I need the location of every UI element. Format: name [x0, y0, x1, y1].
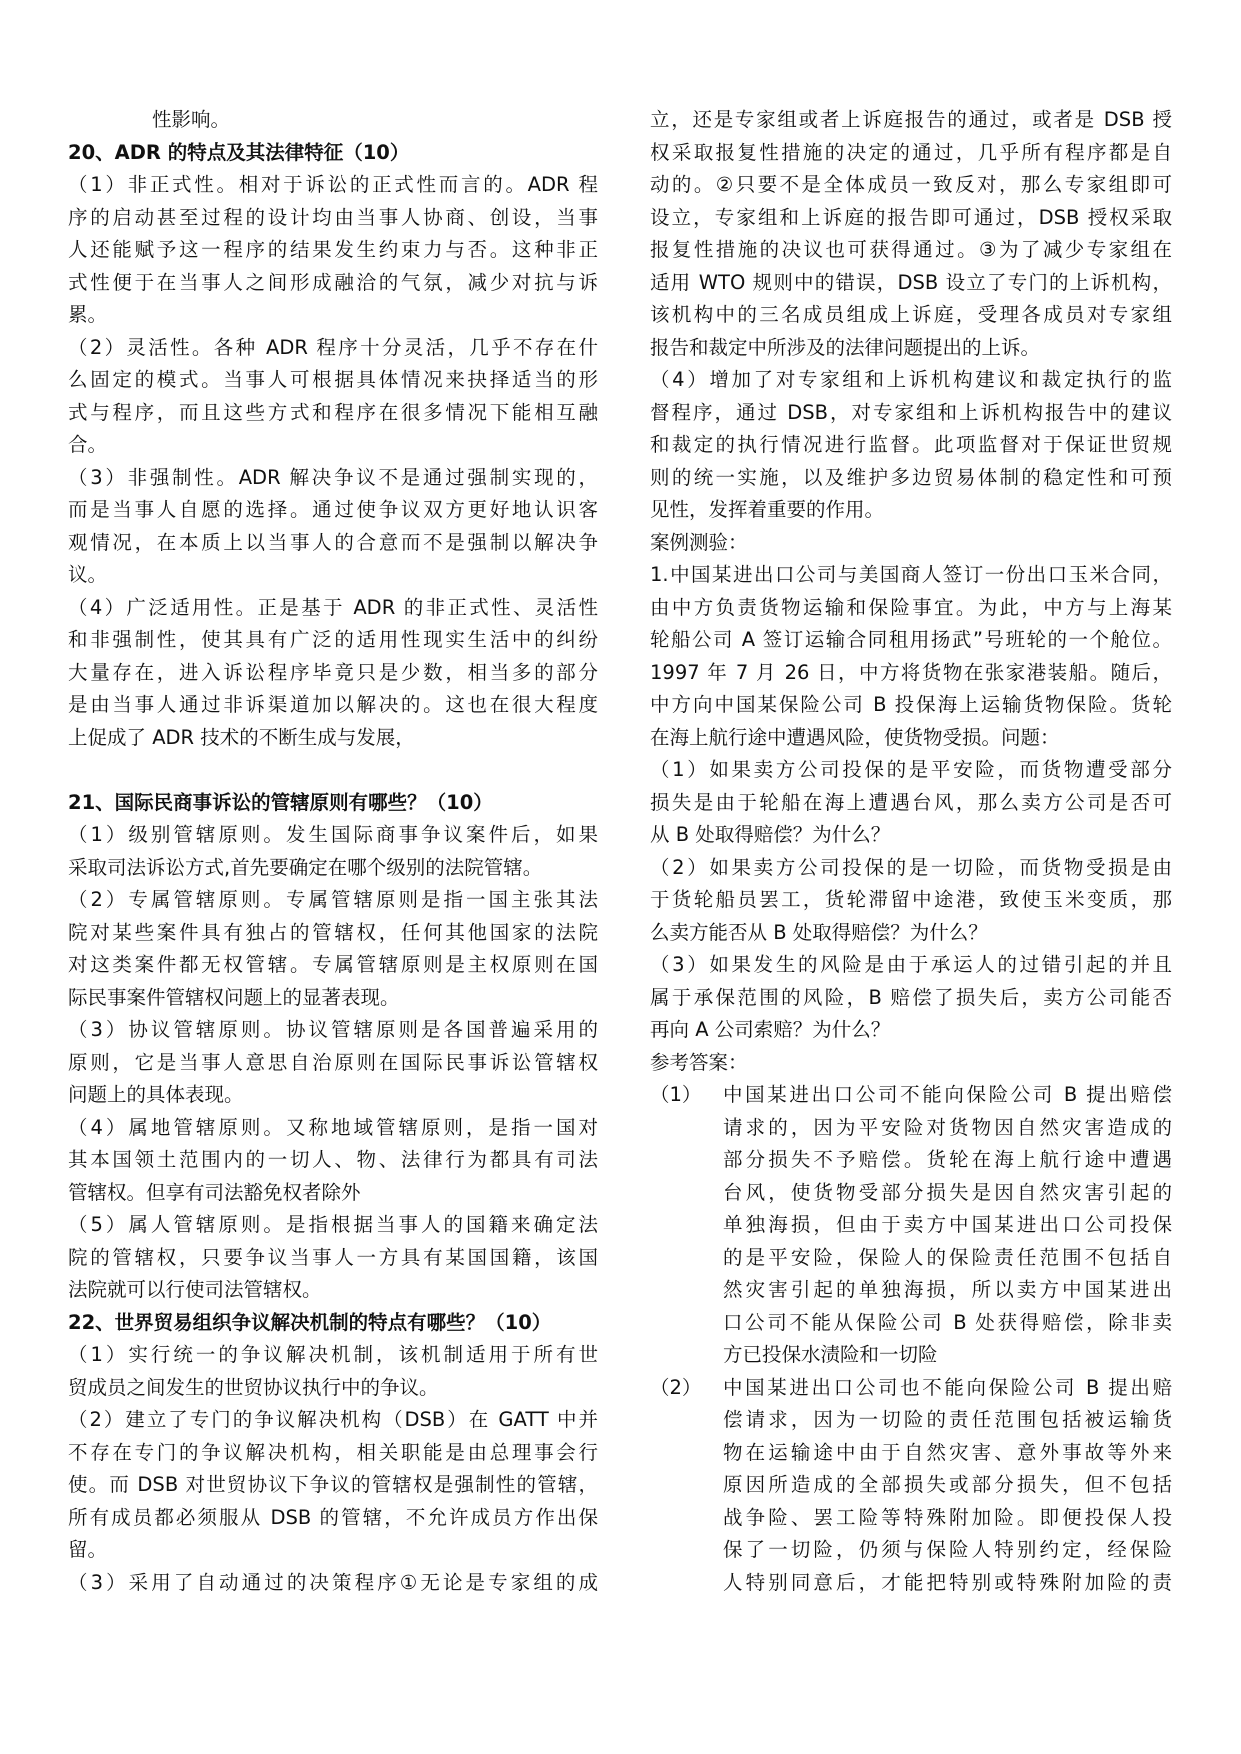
answer-number: （2）	[650, 1375, 702, 1399]
q21-paragraph-line: 际民事案件管辖权问题上的显著表现。	[68, 985, 400, 1009]
right-column	[650, 104, 1172, 1599]
answer-line: 偿请求，因为一切险的责任范围包括被运输货	[723, 1408, 1172, 1431]
q22-paragraph-line: 则的统一实施，以及维护多边贸易体制的稳定性和可预	[650, 465, 1172, 489]
q21-paragraph-line: （5）属人管辖原则。是指根据当事人的国籍来确定法	[68, 1213, 598, 1236]
q21-paragraph-line: 管辖权。但享有司法豁免权者除外	[68, 1180, 361, 1204]
case-question-line: 从 B 处取得赔偿？为什么？	[650, 823, 891, 846]
q20-paragraph-line: 观情况，在本质上以当事人的合意而不是强制以解决争	[68, 530, 598, 554]
answer-body	[723, 1079, 1172, 1372]
q22-paragraph-line: 和裁定的执行情况进行监督。此项监督对于保证世贸规	[650, 433, 1172, 456]
q20-paragraph-line: 议。	[68, 563, 108, 586]
q20-paragraph-line: 合。	[68, 433, 108, 456]
q20-paragraph-line: 么固定的模式。当事人可根据具体情况来抉择适当的形	[68, 368, 598, 391]
answer-line: 口公司不能从保险公司 B 处获得赔偿，除非卖	[723, 1310, 1172, 1334]
q20-paragraph-line: 上促成了 ADR 技术的不断生成与发展，	[68, 725, 415, 749]
case-question-line: 于货轮船员罢工，货轮滞留中途港，致使玉米变质，那	[650, 888, 1172, 911]
q20-paragraph-line: 大量存在，进入诉讼程序毕竟只是少数，相当多的部分	[68, 660, 598, 684]
q22-paragraph-line: 所有成员都必须服从 DSB 的管辖，不允许成员方作出保	[68, 1505, 598, 1529]
answer-line: 单独海损，但由于卖方中国某进出口公司投保	[723, 1213, 1172, 1236]
answer-line: 战争险、罢工险等特殊附加险。即便投保人投	[723, 1505, 1172, 1529]
q21-paragraph-line: （3）协议管辖原则。协议管辖原则是各国普遍采用的	[68, 1018, 598, 1041]
case-label: 案例测验：	[650, 530, 748, 554]
case-question-line: （1）如果卖方公司投保的是平安险，而货物遭受部分	[650, 758, 1172, 781]
answer-line: 部分损失不予赔偿。货轮在海上航行途中遭遇	[723, 1148, 1172, 1171]
q21-paragraph-line: （1）级别管辖原则。发生国际商事争议案件后，如果	[68, 823, 598, 846]
answer-line: 台风，使货物受部分损失是因自然灾害引起的	[723, 1180, 1172, 1204]
q21-paragraph-line: 院的管辖权，只要争议当事人一方具有某国国籍，该国	[68, 1245, 598, 1269]
q20-paragraph-line: 人还能赋予这一程序的结果发生约束力与否。这种非正	[68, 238, 598, 261]
answer-line: 方已投保水渍险和一切险	[723, 1343, 938, 1366]
answer-line: 保了一切险，仍须与保险人特别约定，经保险	[723, 1538, 1172, 1561]
answer-line: 中国某进出口公司不能向保险公司 B 提出赔偿	[723, 1083, 1172, 1106]
q22-continued-line: 适用 WTO 规则中的错误，DSB 设立了专门的上诉机构，	[650, 270, 1172, 294]
q20-paragraph-line: 式与程序，而且这些方式和程序在很多情况下能相互融	[68, 400, 598, 424]
case-text-line: 轮船公司 A 签订运输合同租用扬武”号班轮的一个舱位。	[650, 628, 1172, 651]
case-text-line: 中方向中国某保险公司 B 投保海上运输货物保险。货轮	[650, 693, 1172, 716]
q22-paragraph-line: 使。而 DSB 对世贸协议下争议的管辖权是强制性的管辖，	[68, 1473, 598, 1496]
q21-paragraph-line: 其本国领土范围内的一切人、物、法律行为都具有司法	[68, 1148, 598, 1171]
q20-paragraph-line: 而是当事人自愿的选择。通过使争议双方更好地认识客	[68, 498, 598, 521]
q22-paragraph-line: （2）建立了专门的争议解决机构（DSB）在 GATT 中并	[68, 1408, 598, 1431]
q21-paragraph-line: 采取司法诉讼方式,首先要确定在哪个级别的法院管辖。	[68, 855, 543, 879]
q21-paragraph-line: （2）专属管辖原则。专属管辖原则是指一国主张其法	[68, 888, 598, 911]
q21-paragraph-line: 原则，它是当事人意思自治原则在国际民事诉讼管辖权	[68, 1050, 598, 1074]
answer-item	[650, 1372, 1172, 1600]
blank-line	[68, 754, 598, 787]
answer-line: 请求的，因为平安险对货物因自然灾害造成的	[723, 1115, 1172, 1139]
q21-paragraph-line: （4）属地管辖原则。又称地域管辖原则，是指一国对	[68, 1115, 598, 1139]
q21-paragraph-line: 院对某些案件具有独占的管辖权，任何其他国家的法院	[68, 920, 598, 944]
q22-paragraph-line: 贸成员之间发生的世贸协议执行中的争议。	[68, 1375, 439, 1399]
case-question-line: 损失是由于轮船在海上遭遇台风，那么卖方公司是否可	[650, 790, 1172, 814]
q22-continued-line: 立，还是专家组或者上诉庭报告的通过，或者是 DSB 授	[650, 108, 1172, 131]
q20-paragraph-line: （4）广泛适用性。正是基于 ADR 的非正式性、灵活性	[68, 595, 598, 619]
case-question-line: （2）如果卖方公司投保的是一切险，而货物受损是由	[650, 855, 1172, 879]
case-question-line: 属于承保范围的风险，B 赔偿了损失后，卖方公司能否	[650, 985, 1172, 1009]
section-heading-20: 20、ADR 的特点及其法律特征（10）	[68, 140, 410, 164]
q20-paragraph-line: 是由当事人通过非诉渠道加以解决的。这也在很大程度	[68, 693, 598, 716]
case-text-line: 1.中国某进出口公司与美国商人签订一份出口玉米合同，	[650, 563, 1172, 586]
q22-paragraph-line: （3）采用了自动通过的决策程序①无论是专家组的成	[68, 1570, 598, 1594]
q21-paragraph-line: 对这类案件都无权管辖。专属管辖原则是主权原则在国	[68, 953, 598, 976]
q22-continued-line: 报告和裁定中所涉及的法律问题提出的上诉。	[650, 335, 1041, 359]
answer-line: 原因所造成的全部损失或部分损失，但不包括	[723, 1473, 1172, 1496]
answer-line: 的是平安险，保险人的保险责任范围不包括自	[723, 1245, 1172, 1269]
answer-item	[650, 1079, 1172, 1372]
q22-continued-line: 该机构中的三名成员组成上诉庭，受理各成员对专家组	[650, 303, 1172, 326]
case-text-line: 1997 年 7 月 26 日，中方将货物在张家港装船。随后，	[650, 660, 1172, 684]
q22-paragraph-line: 督程序，通过 DSB，对专家组和上诉机构报告中的建议	[650, 400, 1172, 424]
q22-paragraph-line: 见性，发挥着重要的作用。	[650, 498, 885, 521]
continuation-line: 性影响。	[152, 108, 231, 131]
q22-continued-line: 报复性措施的决议也可获得通过。③为了减少专家组在	[650, 238, 1172, 261]
q20-paragraph-line: （2）灵活性。各种 ADR 程序十分灵活，几乎不存在什	[68, 335, 598, 359]
q20-paragraph-line: 序的启动甚至过程的设计均由当事人协商、创设，当事	[68, 205, 598, 229]
q22-paragraph-line: （4）增加了对专家组和上诉机构建议和裁定执行的监	[650, 368, 1172, 391]
q22-paragraph-line: （1）实行统一的争议解决机制，该机制适用于所有世	[68, 1343, 598, 1366]
answer-line: 中国某进出口公司也不能向保险公司 B 提出赔	[723, 1375, 1172, 1399]
q21-paragraph-line: 法院就可以行使司法管辖权。	[68, 1278, 322, 1301]
answer-label: 参考答案：	[650, 1050, 748, 1074]
section-heading-22: 22、世界贸易组织争议解决机制的特点有哪些？（10）	[68, 1310, 552, 1334]
left-column	[68, 104, 598, 1599]
case-question-line: 再向 A 公司索赔？为什么？	[650, 1018, 891, 1041]
case-text-line: 在海上航行途中遭遇风险，使货物受损。问题：	[650, 725, 1060, 749]
answer-body	[723, 1372, 1172, 1600]
q22-paragraph-line: 不存在专门的争议解决机构，相关职能是由总理事会行	[68, 1440, 598, 1464]
case-text-line: 由中方负责货物运输和保险事宜。为此，中方与上海某	[650, 595, 1172, 619]
answer-line: 人特别同意后，才能把特别或特殊附加险的责	[723, 1570, 1172, 1594]
answer-line: 然灾害引起的单独海损，所以卖方中国某进出	[723, 1278, 1172, 1301]
q21-paragraph-line: 问题上的具体表现。	[68, 1083, 244, 1106]
q22-continued-line: 权采取报复性措施的决定的通过，几乎所有程序都是自	[650, 140, 1172, 164]
section-heading-21: 21、国际民商事诉讼的管辖原则有哪些？（10）	[68, 790, 493, 814]
q22-paragraph-line: 留。	[68, 1538, 108, 1561]
answer-line: 物在运输途中由于自然灾害、意外事故等外来	[723, 1440, 1172, 1464]
q20-paragraph-line: 式性便于在当事人之间形成融洽的气氛，减少对抗与诉	[68, 270, 598, 294]
q20-paragraph-line: 累。	[68, 303, 108, 326]
case-question-line: （3）如果发生的风险是由于承运人的过错引起的并且	[650, 953, 1172, 976]
q20-paragraph-line: （3）非强制性。ADR 解决争议不是通过强制实现的，	[68, 465, 598, 489]
q22-continued-line: 动的。②只要不是全体成员一致反对，那么专家组即可	[650, 173, 1172, 196]
q20-paragraph-line: 和非强制性，使其具有广泛的适用性现实生活中的纠纷	[68, 628, 598, 651]
q22-continued-line: 设立，专家组和上诉庭的报告即可通过，DSB 授权采取	[650, 205, 1172, 229]
q20-paragraph-line: （1）非正式性。相对于诉讼的正式性而言的。ADR 程	[68, 173, 598, 196]
answer-number: （1）	[650, 1083, 702, 1106]
case-question-line: 么卖方能否从 B 处取得赔偿？为什么？	[650, 920, 988, 944]
